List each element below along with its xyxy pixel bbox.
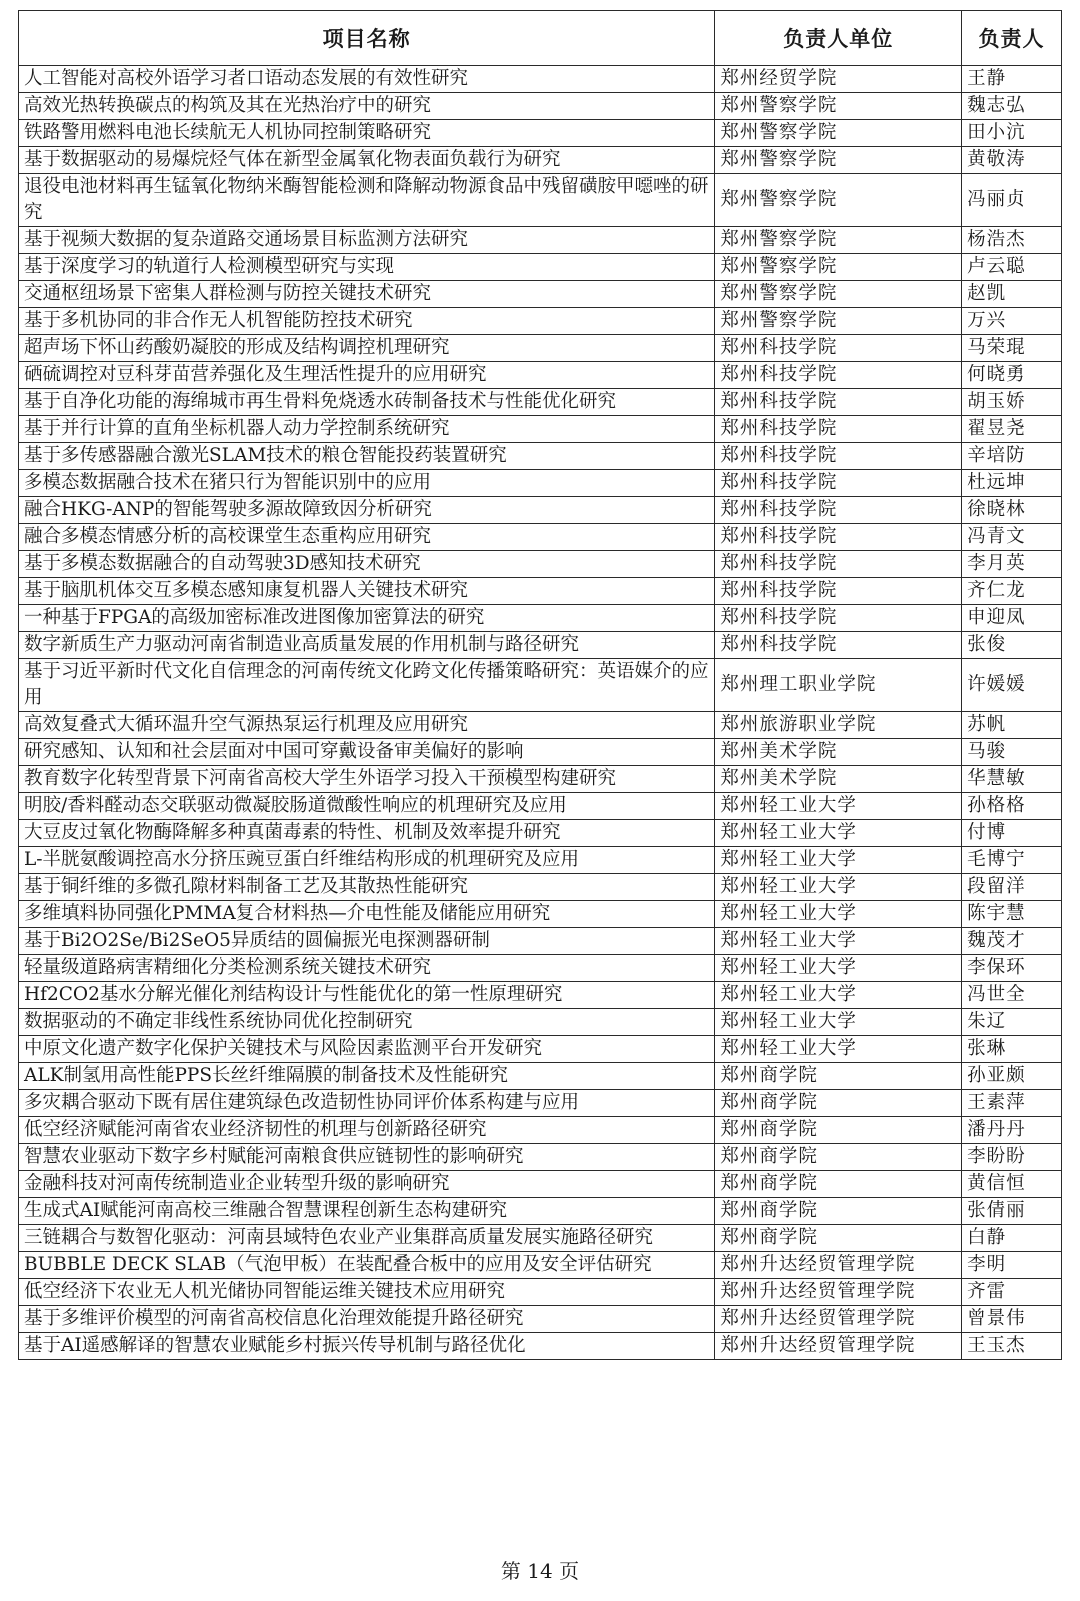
table-row xyxy=(19,1198,1062,1225)
project-name-cell: ALK制氢用高性能PPS长丝纤维隔膜的制备技术及性能研究 xyxy=(19,1063,715,1090)
unit-cell: 郑州升达经贸管理学院 xyxy=(715,1333,962,1360)
leader-cell: 李月英 xyxy=(962,551,1062,578)
leader-cell: 赵凯 xyxy=(962,281,1062,308)
unit-cell: 郑州科技学院 xyxy=(715,605,962,632)
leader-cell: 齐雷 xyxy=(962,1279,1062,1306)
table-row xyxy=(19,497,1062,524)
leader-cell: 胡玉娇 xyxy=(962,389,1062,416)
project-name-cell: 生成式AI赋能河南高校三维融合智慧课程创新生态构建研究 xyxy=(19,1198,715,1225)
table-row xyxy=(19,1063,1062,1090)
unit-cell: 郑州科技学院 xyxy=(715,335,962,362)
leader-cell: 张俊 xyxy=(962,632,1062,659)
leader-cell: 张琳 xyxy=(962,1036,1062,1063)
leader-cell: 李盼盼 xyxy=(962,1144,1062,1171)
unit-cell: 郑州科技学院 xyxy=(715,470,962,497)
project-name-cell: 基于自净化功能的海绵城市再生骨料免烧透水砖制备技术与性能优化研究 xyxy=(19,389,715,416)
project-name-cell: BUBBLE DECK SLAB（气泡甲板）在装配叠合板中的应用及安全评估研究 xyxy=(19,1252,715,1279)
project-name-cell: 基于深度学习的轨道行人检测模型研究与实现 xyxy=(19,254,715,281)
project-name-cell: 高效光热转换碳点的构筑及其在光热治疗中的研究 xyxy=(19,93,715,120)
unit-cell: 郑州轻工业大学 xyxy=(715,982,962,1009)
leader-cell: 魏志弘 xyxy=(962,93,1062,120)
unit-cell: 郑州商学院 xyxy=(715,1171,962,1198)
leader-cell: 齐仁龙 xyxy=(962,578,1062,605)
unit-cell: 郑州轻工业大学 xyxy=(715,1009,962,1036)
table-row xyxy=(19,955,1062,982)
unit-cell: 郑州科技学院 xyxy=(715,389,962,416)
unit-cell: 郑州轻工业大学 xyxy=(715,928,962,955)
leader-cell: 毛博宁 xyxy=(962,847,1062,874)
project-name-cell: 多灾耦合驱动下既有居住建筑绿色改造韧性协同评价体系构建与应用 xyxy=(19,1090,715,1117)
table-row xyxy=(19,66,1062,93)
project-name-cell: 基于数据驱动的易爆烷烃气体在新型金属氧化物表面负载行为研究 xyxy=(19,147,715,174)
table-row xyxy=(19,147,1062,174)
project-name-cell: 基于视频大数据的复杂道路交通场景目标监测方法研究 xyxy=(19,227,715,254)
leader-cell: 王静 xyxy=(962,66,1062,93)
project-name-cell: L-半胱氨酸调控高水分挤压豌豆蛋白纤维结构形成的机理研究及应用 xyxy=(19,847,715,874)
leader-cell: 徐晓林 xyxy=(962,497,1062,524)
table-row xyxy=(19,847,1062,874)
table-row xyxy=(19,389,1062,416)
unit-cell: 郑州科技学院 xyxy=(715,551,962,578)
unit-cell: 郑州警察学院 xyxy=(715,308,962,335)
table-row xyxy=(19,335,1062,362)
unit-cell: 郑州升达经贸管理学院 xyxy=(715,1279,962,1306)
table-row xyxy=(19,901,1062,928)
project-name-cell: 低空经济下农业无人机光储协同智能运维关键技术应用研究 xyxy=(19,1279,715,1306)
leader-cell: 马骏 xyxy=(962,739,1062,766)
leader-cell: 朱辽 xyxy=(962,1009,1062,1036)
unit-cell: 郑州科技学院 xyxy=(715,524,962,551)
project-name-cell: 基于多模态数据融合的自动驾驶3D感知技术研究 xyxy=(19,551,715,578)
project-name-cell: 基于AI遥感解译的智慧农业赋能乡村振兴传导机制与路径优化 xyxy=(19,1333,715,1360)
project-table xyxy=(18,10,1062,1360)
table-row xyxy=(19,174,1062,227)
leader-cell: 何晓勇 xyxy=(962,362,1062,389)
table-row xyxy=(19,1009,1062,1036)
project-name-cell: 基于并行计算的直角坐标机器人动力学控制系统研究 xyxy=(19,416,715,443)
unit-cell: 郑州经贸学院 xyxy=(715,66,962,93)
leader-cell: 段留洋 xyxy=(962,874,1062,901)
table-row xyxy=(19,1090,1062,1117)
unit-cell: 郑州商学院 xyxy=(715,1144,962,1171)
table-row xyxy=(19,712,1062,739)
unit-cell: 郑州商学院 xyxy=(715,1090,962,1117)
header-unit: 负责人单位 xyxy=(715,11,962,66)
unit-cell: 郑州轻工业大学 xyxy=(715,847,962,874)
project-name-cell: 多维填料协同强化PMMA复合材料热—介电性能及储能应用研究 xyxy=(19,901,715,928)
project-name-cell: 低空经济赋能河南省农业经济韧性的机理与创新路径研究 xyxy=(19,1117,715,1144)
page-number: 第 14 页 xyxy=(500,1559,580,1583)
leader-cell: 许媛媛 xyxy=(962,659,1062,712)
table-row xyxy=(19,1279,1062,1306)
leader-cell: 苏帆 xyxy=(962,712,1062,739)
leader-cell: 卢云聪 xyxy=(962,254,1062,281)
table-row xyxy=(19,820,1062,847)
leader-cell: 申迎凤 xyxy=(962,605,1062,632)
table-row xyxy=(19,766,1062,793)
project-name-cell: 基于多机协同的非合作无人机智能防控技术研究 xyxy=(19,308,715,335)
project-name-cell: 数据驱动的不确定非线性系统协同优化控制研究 xyxy=(19,1009,715,1036)
unit-cell: 郑州美术学院 xyxy=(715,766,962,793)
project-name-cell: 基于Bi2O2Se/Bi2SeO5异质结的圆偏振光电探测器研制 xyxy=(19,928,715,955)
leader-cell: 白静 xyxy=(962,1225,1062,1252)
unit-cell: 郑州升达经贸管理学院 xyxy=(715,1252,962,1279)
table-row xyxy=(19,1252,1062,1279)
table-row xyxy=(19,227,1062,254)
project-name-cell: 多模态数据融合技术在猪只行为智能识别中的应用 xyxy=(19,470,715,497)
project-name-cell: 交通枢纽场景下密集人群检测与防控关键技术研究 xyxy=(19,281,715,308)
leader-cell: 曾景伟 xyxy=(962,1306,1062,1333)
project-name-cell: 一种基于FPGA的高级加密标准改进图像加密算法的研究 xyxy=(19,605,715,632)
table-row xyxy=(19,308,1062,335)
project-name-cell: 教育数字化转型背景下河南省高校大学生外语学习投入干预模型构建研究 xyxy=(19,766,715,793)
leader-cell: 杨浩杰 xyxy=(962,227,1062,254)
project-name-cell: 超声场下怀山药酸奶凝胶的形成及结构调控机理研究 xyxy=(19,335,715,362)
project-name-cell: 三链耦合与数智化驱动：河南县域特色农业产业集群高质量发展实施路径研究 xyxy=(19,1225,715,1252)
project-name-cell: 金融科技对河南传统制造业企业转型升级的影响研究 xyxy=(19,1171,715,1198)
unit-cell: 郑州美术学院 xyxy=(715,739,962,766)
leader-cell: 陈宇慧 xyxy=(962,901,1062,928)
table-row xyxy=(19,551,1062,578)
leader-cell: 魏茂才 xyxy=(962,928,1062,955)
table-row xyxy=(19,739,1062,766)
unit-cell: 郑州商学院 xyxy=(715,1063,962,1090)
leader-cell: 辛培防 xyxy=(962,443,1062,470)
table-row xyxy=(19,1144,1062,1171)
unit-cell: 郑州商学院 xyxy=(715,1198,962,1225)
project-name-cell: 智慧农业驱动下数字乡村赋能河南粮食供应链韧性的影响研究 xyxy=(19,1144,715,1171)
project-name-cell: 人工智能对高校外语学习者口语动态发展的有效性研究 xyxy=(19,66,715,93)
project-name-cell: 数字新质生产力驱动河南省制造业高质量发展的作用机制与路径研究 xyxy=(19,632,715,659)
unit-cell: 郑州理工职业学院 xyxy=(715,659,962,712)
table-row xyxy=(19,1333,1062,1360)
unit-cell: 郑州轻工业大学 xyxy=(715,820,962,847)
unit-cell: 郑州警察学院 xyxy=(715,254,962,281)
project-name-cell: 基于脑肌机体交互多模态感知康复机器人关键技术研究 xyxy=(19,578,715,605)
unit-cell: 郑州轻工业大学 xyxy=(715,793,962,820)
leader-cell: 孙格格 xyxy=(962,793,1062,820)
unit-cell: 郑州科技学院 xyxy=(715,578,962,605)
unit-cell: 郑州科技学院 xyxy=(715,362,962,389)
unit-cell: 郑州科技学院 xyxy=(715,416,962,443)
leader-cell: 张倩丽 xyxy=(962,1198,1062,1225)
unit-cell: 郑州警察学院 xyxy=(715,120,962,147)
table-row xyxy=(19,1171,1062,1198)
leader-cell: 万兴 xyxy=(962,308,1062,335)
table-row xyxy=(19,605,1062,632)
project-name-cell: 基于多维评价模型的河南省高校信息化治理效能提升路径研究 xyxy=(19,1306,715,1333)
project-name-cell: 融合多模态情感分析的高校课堂生态重构应用研究 xyxy=(19,524,715,551)
unit-cell: 郑州升达经贸管理学院 xyxy=(715,1306,962,1333)
leader-cell: 杜远坤 xyxy=(962,470,1062,497)
table-row xyxy=(19,443,1062,470)
project-name-cell: 基于习近平新时代文化自信理念的河南传统文化跨文化传播策略研究：英语媒介的应用 xyxy=(19,659,715,712)
table-row xyxy=(19,362,1062,389)
table-row xyxy=(19,281,1062,308)
unit-cell: 郑州警察学院 xyxy=(715,174,962,227)
project-name-cell: 中原文化遗产数字化保护关键技术与风险因素监测平台开发研究 xyxy=(19,1036,715,1063)
project-name-cell: 硒硫调控对豆科芽苗营养强化及生理活性提升的应用研究 xyxy=(19,362,715,389)
project-name-cell: 融合HKG-ANP的智能驾驶多源故障致因分析研究 xyxy=(19,497,715,524)
table-row xyxy=(19,1225,1062,1252)
leader-cell: 潘丹丹 xyxy=(962,1117,1062,1144)
table-row xyxy=(19,524,1062,551)
header-leader: 负责人 xyxy=(962,11,1062,66)
project-name-cell: 基于多传感器融合激光SLAM技术的粮仓智能投药装置研究 xyxy=(19,443,715,470)
leader-cell: 黄信恒 xyxy=(962,1171,1062,1198)
table-row xyxy=(19,1036,1062,1063)
table-row xyxy=(19,659,1062,712)
table-row xyxy=(19,1117,1062,1144)
unit-cell: 郑州科技学院 xyxy=(715,497,962,524)
project-name-cell: 大豆皮过氧化物酶降解多种真菌毒素的特性、机制及效率提升研究 xyxy=(19,820,715,847)
table-row xyxy=(19,120,1062,147)
table-row xyxy=(19,632,1062,659)
table-row xyxy=(19,93,1062,120)
project-name-cell: 研究感知、认知和社会层面对中国可穿戴设备审美偏好的影响 xyxy=(19,739,715,766)
leader-cell: 华慧敏 xyxy=(962,766,1062,793)
unit-cell: 郑州警察学院 xyxy=(715,227,962,254)
unit-cell: 郑州轻工业大学 xyxy=(715,901,962,928)
table-body xyxy=(19,66,1062,1360)
header-project-name: 项目名称 xyxy=(19,11,715,66)
project-name-cell: 退役电池材料再生锰氧化物纳米酶智能检测和降解动物源食品中残留磺胺甲噁唑的研究 xyxy=(19,174,715,227)
leader-cell: 冯青文 xyxy=(962,524,1062,551)
leader-cell: 王玉杰 xyxy=(962,1333,1062,1360)
leader-cell: 翟昱尧 xyxy=(962,416,1062,443)
leader-cell: 孙亚颇 xyxy=(962,1063,1062,1090)
leader-cell: 田小沆 xyxy=(962,120,1062,147)
leader-cell: 冯丽贞 xyxy=(962,174,1062,227)
unit-cell: 郑州警察学院 xyxy=(715,147,962,174)
unit-cell: 郑州轻工业大学 xyxy=(715,874,962,901)
unit-cell: 郑州轻工业大学 xyxy=(715,955,962,982)
table-row xyxy=(19,1306,1062,1333)
unit-cell: 郑州科技学院 xyxy=(715,443,962,470)
project-name-cell: Hf2CO2基水分解光催化剂结构设计与性能优化的第一性原理研究 xyxy=(19,982,715,1009)
table-row xyxy=(19,874,1062,901)
project-name-cell: 基于铜纤维的多微孔隙材料制备工艺及其散热性能研究 xyxy=(19,874,715,901)
leader-cell: 王素萍 xyxy=(962,1090,1062,1117)
table-row xyxy=(19,928,1062,955)
leader-cell: 付博 xyxy=(962,820,1062,847)
project-name-cell: 明胶/香料醛动态交联驱动微凝胶肠道微酸性响应的机理研究及应用 xyxy=(19,793,715,820)
leader-cell: 李明 xyxy=(962,1252,1062,1279)
unit-cell: 郑州旅游职业学院 xyxy=(715,712,962,739)
unit-cell: 郑州商学院 xyxy=(715,1225,962,1252)
table-row xyxy=(19,793,1062,820)
unit-cell: 郑州科技学院 xyxy=(715,632,962,659)
project-name-cell: 铁路警用燃料电池长续航无人机协同控制策略研究 xyxy=(19,120,715,147)
unit-cell: 郑州警察学院 xyxy=(715,281,962,308)
table-row xyxy=(19,470,1062,497)
table-row xyxy=(19,254,1062,281)
leader-cell: 黄敬涛 xyxy=(962,147,1062,174)
leader-cell: 冯世全 xyxy=(962,982,1062,1009)
project-name-cell: 轻量级道路病害精细化分类检测系统关键技术研究 xyxy=(19,955,715,982)
unit-cell: 郑州警察学院 xyxy=(715,93,962,120)
project-name-cell: 高效复叠式大循环温升空气源热泵运行机理及应用研究 xyxy=(19,712,715,739)
leader-cell: 马荣琨 xyxy=(962,335,1062,362)
unit-cell: 郑州轻工业大学 xyxy=(715,1036,962,1063)
leader-cell: 李保环 xyxy=(962,955,1062,982)
table-row xyxy=(19,578,1062,605)
table-row xyxy=(19,416,1062,443)
unit-cell: 郑州商学院 xyxy=(715,1117,962,1144)
table-header-row xyxy=(19,11,1062,66)
table-row xyxy=(19,982,1062,1009)
